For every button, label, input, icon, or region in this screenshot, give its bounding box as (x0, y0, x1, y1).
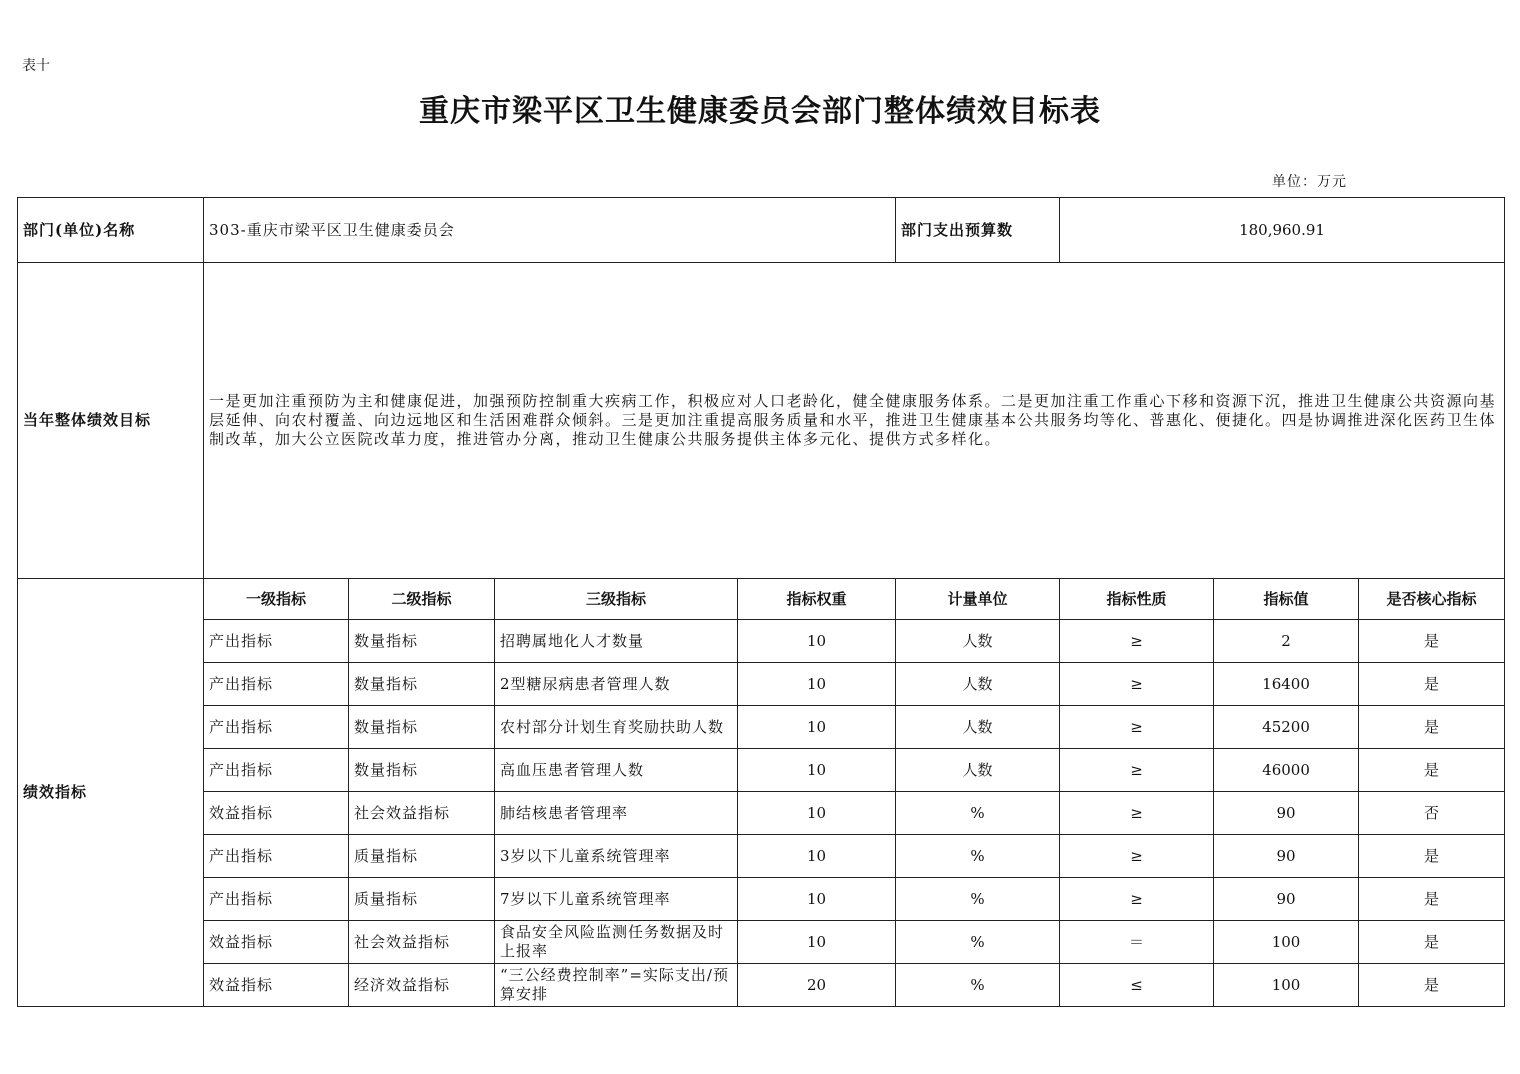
cell-level1: 效益指标 (204, 792, 349, 835)
dept-name-label: 部门(单位)名称 (18, 198, 204, 263)
cell-weight: 10 (738, 792, 896, 835)
cell-level1: 产出指标 (204, 663, 349, 706)
table-row (18, 921, 1505, 964)
cell-level1: 效益指标 (204, 964, 349, 1007)
indicator-header-row (18, 579, 1505, 620)
cell-level3: 高血压患者管理人数 (495, 749, 738, 792)
cell-level2: 经济效益指标 (349, 964, 495, 1007)
cell-level3: “三公经费控制率”=实际支出/预算安排 (495, 964, 738, 1007)
cell-weight: 10 (738, 878, 896, 921)
cell-unit: % (896, 921, 1060, 964)
cell-weight: 10 (738, 663, 896, 706)
cell-level1: 产出指标 (204, 749, 349, 792)
cell-level2: 质量指标 (349, 835, 495, 878)
cell-core: 是 (1359, 663, 1505, 706)
cell-unit: % (896, 792, 1060, 835)
header-core: 是否核心指标 (1359, 579, 1505, 620)
cell-nature: ≥ (1060, 620, 1214, 663)
header-level2: 二级指标 (349, 579, 495, 620)
cell-level3: 7岁以下儿童系统管理率 (495, 878, 738, 921)
table-row (18, 835, 1505, 878)
cell-core: 否 (1359, 792, 1505, 835)
cell-level1: 产出指标 (204, 620, 349, 663)
cell-level3: 3岁以下儿童系统管理率 (495, 835, 738, 878)
cell-level2: 质量指标 (349, 878, 495, 921)
cell-weight: 20 (738, 964, 896, 1007)
cell-weight: 10 (738, 706, 896, 749)
cell-level2: 社会效益指标 (349, 921, 495, 964)
header-weight: 指标权重 (738, 579, 896, 620)
header-unit: 计量单位 (896, 579, 1060, 620)
cell-nature: ≥ (1060, 792, 1214, 835)
header-level1: 一级指标 (204, 579, 349, 620)
table-row (18, 620, 1505, 663)
goal-text: 一是更加注重预防为主和健康促进，加强预防控制重大疾病工作，积极应对人口老龄化，健全健康服务体系。二是更加注重工作重心下移和资源下沉，推进卫生健康公共资源向基层延伸、向农村覆盖、向边远地区和生活困难群众倾斜。三是更加注重提高服务质量和水平，推进卫生健康基本公共服务均等化、普惠化、便捷化。四是协调推进深化医药卫生体制改革，加大公立医院改革力度，推进管办分离，推动卫生健康公共服务提供主体多元化、提供方式多样化。 (204, 263, 1505, 579)
cell-weight: 10 (738, 835, 896, 878)
cell-level2: 社会效益指标 (349, 792, 495, 835)
goal-row (18, 263, 1505, 579)
cell-level3: 2型糖尿病患者管理人数 (495, 663, 738, 706)
cell-value: 2 (1214, 620, 1359, 663)
cell-level2: 数量指标 (349, 749, 495, 792)
cell-level2: 数量指标 (349, 663, 495, 706)
cell-nature: ≥ (1060, 878, 1214, 921)
cell-value: 46000 (1214, 749, 1359, 792)
performance-table (17, 197, 1505, 1007)
cell-unit: 人数 (896, 749, 1060, 792)
cell-unit: 人数 (896, 620, 1060, 663)
header-value: 指标值 (1214, 579, 1359, 620)
cell-level1: 产出指标 (204, 835, 349, 878)
cell-level3: 肺结核患者管理率 (495, 792, 738, 835)
cell-unit: % (896, 964, 1060, 1007)
cell-level2: 数量指标 (349, 706, 495, 749)
budget-label: 部门支出预算数 (896, 198, 1060, 263)
cell-weight: 10 (738, 749, 896, 792)
header-level3: 三级指标 (495, 579, 738, 620)
cell-level1: 效益指标 (204, 921, 349, 964)
table-row (18, 964, 1505, 1007)
cell-value: 45200 (1214, 706, 1359, 749)
cell-core: 是 (1359, 706, 1505, 749)
header-nature: 指标性质 (1060, 579, 1214, 620)
cell-weight: 10 (738, 620, 896, 663)
cell-weight: 10 (738, 921, 896, 964)
budget-value: 180,960.91 (1060, 198, 1505, 263)
table-row (18, 792, 1505, 835)
table-row (18, 749, 1505, 792)
cell-level1: 产出指标 (204, 706, 349, 749)
unit-note: 单位：万元 (1272, 174, 1347, 190)
goal-label: 当年整体绩效目标 (18, 263, 204, 579)
cell-unit: % (896, 835, 1060, 878)
cell-level3: 农村部分计划生育奖励扶助人数 (495, 706, 738, 749)
cell-level3: 食品安全风险监测任务数据及时上报率 (495, 921, 738, 964)
cell-unit: 人数 (896, 706, 1060, 749)
dept-name-value: 303-重庆市梁平区卫生健康委员会 (204, 198, 896, 263)
cell-unit: % (896, 878, 1060, 921)
table-row (18, 663, 1505, 706)
cell-nature: ≥ (1060, 749, 1214, 792)
cell-core: 是 (1359, 620, 1505, 663)
cell-value: 16400 (1214, 663, 1359, 706)
cell-level1: 产出指标 (204, 878, 349, 921)
table-row (18, 706, 1505, 749)
cell-value: 100 (1214, 921, 1359, 964)
cell-core: 是 (1359, 835, 1505, 878)
cell-core: 是 (1359, 749, 1505, 792)
cell-value: 90 (1214, 835, 1359, 878)
cell-core: 是 (1359, 921, 1505, 964)
table-row (18, 878, 1505, 921)
cell-level2: 数量指标 (349, 620, 495, 663)
cell-unit: 人数 (896, 663, 1060, 706)
cell-nature: ＝ (1060, 921, 1214, 964)
cell-nature: ≥ (1060, 706, 1214, 749)
cell-value: 100 (1214, 964, 1359, 1007)
cell-core: 是 (1359, 878, 1505, 921)
cell-level3: 招聘属地化人才数量 (495, 620, 738, 663)
indicators-label: 绩效指标 (18, 579, 204, 1007)
page-title: 重庆市梁平区卫生健康委员会部门整体绩效目标表 (419, 94, 1101, 129)
cell-nature: ≥ (1060, 835, 1214, 878)
table-number: 表十 (22, 58, 50, 74)
cell-core: 是 (1359, 964, 1505, 1007)
cell-nature: ≥ (1060, 663, 1214, 706)
cell-nature: ≤ (1060, 964, 1214, 1007)
cell-value: 90 (1214, 878, 1359, 921)
cell-value: 90 (1214, 792, 1359, 835)
dept-row (18, 198, 1505, 263)
